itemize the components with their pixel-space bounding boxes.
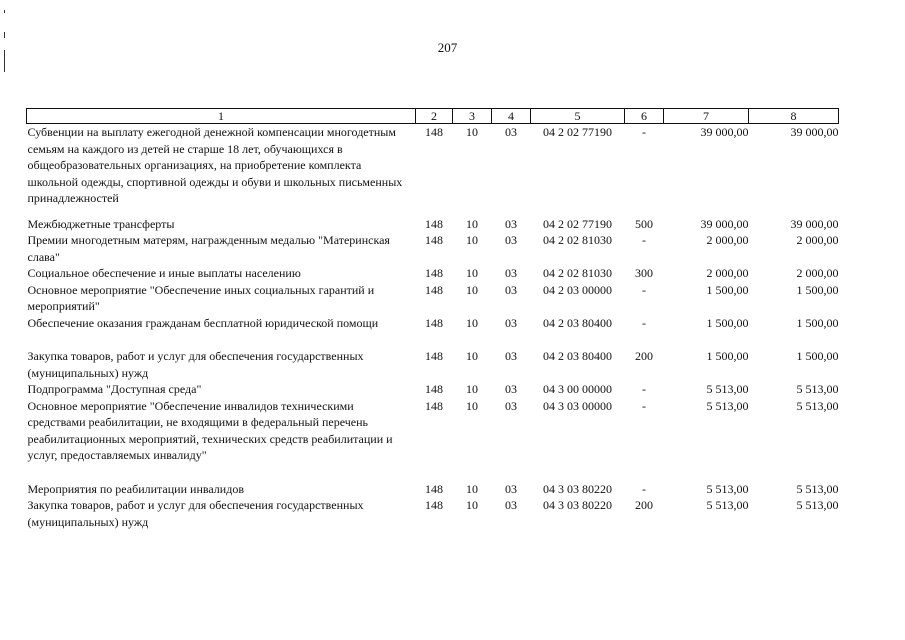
header-cell-6: 6 (625, 109, 664, 124)
header-cell-4: 4 (492, 109, 531, 124)
row-code-3: 10 (466, 266, 478, 280)
row-code-5: 04 2 03 80400 (543, 315, 612, 330)
row-amount-8: 5 513,00 (796, 382, 839, 396)
row-code-2: 148 (425, 315, 443, 330)
row-name: Основное мероприятие "Обеспечение иных социальных гарантий и мероприятий" (27, 282, 375, 313)
row-code-6: - (642, 233, 646, 247)
table-row (27, 381, 839, 398)
row-amount-8: 1 500,00 (796, 315, 839, 330)
row-code-4: 03 (505, 216, 517, 231)
row-name: Обеспечение оказания гражданам бесплатной юридической помощи (27, 315, 379, 330)
row-code-2: 148 (425, 216, 443, 231)
row-code-3: 10 (466, 216, 478, 231)
table-row (27, 282, 839, 315)
row-code-3: 10 (466, 398, 478, 413)
row-name: Премии многодетным матерям, награжденным медалью "Материнская слава" (27, 233, 390, 264)
row-amount-7: 5 513,00 (706, 481, 749, 496)
row-amount-8: 1 500,00 (796, 282, 839, 297)
row-amount-7: 5 513,00 (706, 398, 749, 413)
row-code-5: 04 3 03 00000 (543, 398, 612, 413)
row-code-3: 10 (466, 382, 478, 396)
row-code-6: - (642, 125, 646, 139)
row-amount-8: 5 513,00 (796, 498, 839, 512)
row-code-4: 03 (505, 398, 517, 413)
header-cell-8: 8 (749, 109, 839, 124)
row-name: Субвенции на выплату ежегодной денежной компенсации многодетным семьям на каждого из детей не старше 18 лет, обучающихся в общеобразовательных организациях, на приобретение комплекта школьной одежды, спортивной одежды и обуви и школьных письменных принадлежностей (27, 125, 403, 205)
row-code-3: 10 (466, 315, 478, 330)
row-code-2: 148 (425, 481, 443, 496)
row-amount-8: 2 000,00 (796, 233, 839, 247)
header-cell-2: 2 (416, 109, 453, 124)
row-code-6: - (642, 382, 646, 396)
header-cell-5: 5 (531, 109, 625, 124)
row-code-6: 200 (635, 349, 653, 363)
row-code-6: - (642, 282, 646, 297)
row-amount-7: 39 000,00 (700, 216, 749, 231)
row-code-6: - (642, 398, 646, 413)
budget-table (26, 108, 839, 530)
table-row (27, 124, 839, 216)
row-code-4: 03 (505, 266, 517, 280)
row-code-2: 148 (425, 349, 443, 363)
header-cell-3: 3 (453, 109, 492, 124)
row-code-3: 10 (466, 481, 478, 496)
row-code-5: 04 3 00 00000 (543, 382, 612, 396)
row-amount-7: 5 513,00 (706, 498, 749, 512)
row-amount-7: 2 000,00 (706, 233, 749, 247)
row-code-4: 03 (505, 349, 517, 363)
table-row (27, 265, 839, 282)
row-code-4: 03 (505, 481, 517, 496)
row-code-5: 04 2 02 77190 (543, 216, 612, 231)
row-name: Социальное обеспечение и иные выплаты населению (27, 266, 301, 280)
table-row (27, 232, 839, 265)
row-code-5: 04 2 03 00000 (543, 282, 612, 297)
row-code-4: 03 (505, 282, 517, 297)
row-code-3: 10 (466, 282, 478, 297)
row-name: Закупка товаров, работ и услуг для обеспечения государственных (муниципальных) нужд (27, 498, 364, 529)
table-row (27, 348, 839, 381)
header-cell-7: 7 (664, 109, 749, 124)
row-amount-7: 1 500,00 (706, 282, 749, 297)
row-code-6: - (642, 481, 646, 496)
row-amount-8: 39 000,00 (790, 216, 839, 231)
row-code-6: 300 (635, 266, 653, 280)
row-code-2: 148 (425, 266, 443, 280)
row-code-2: 148 (425, 382, 443, 396)
row-amount-8: 5 513,00 (796, 481, 839, 496)
row-amount-7: 39 000,00 (700, 125, 749, 139)
row-name: Основное мероприятие "Обеспечение инвалидов техническими средствами реабилитации, не входящими в федеральный перечень реабилитационных мероприятий, технических средств реабилитации и услуг, предоставляемых инвалиду" (27, 398, 393, 462)
table-row (27, 216, 839, 233)
table-row (27, 497, 839, 530)
row-amount-7: 1 500,00 (706, 349, 749, 363)
row-name: Мероприятия по реабилитации инвалидов (27, 481, 244, 496)
row-code-4: 03 (505, 233, 517, 247)
row-name: Межбюджетные трансферты (27, 216, 175, 231)
row-code-4: 03 (505, 498, 517, 512)
row-code-2: 148 (425, 233, 443, 247)
header-row (27, 109, 839, 124)
row-code-5: 04 3 03 80220 (543, 481, 612, 496)
row-amount-7: 1 500,00 (706, 315, 749, 330)
row-name: Закупка товаров, работ и услуг для обеспечения государственных (муниципальных) нужд (27, 349, 364, 380)
row-code-6: 200 (635, 498, 653, 512)
table-row (27, 315, 839, 349)
table-row (27, 481, 839, 498)
row-amount-8: 1 500,00 (796, 349, 839, 363)
header-cell-1: 1 (27, 109, 416, 124)
row-name: Подпрограмма "Доступная среда" (27, 382, 202, 396)
row-code-5: 04 3 03 80220 (543, 498, 612, 512)
row-code-4: 03 (505, 382, 517, 396)
row-code-2: 148 (425, 282, 443, 297)
row-code-5: 04 2 02 81030 (543, 233, 612, 247)
row-code-4: 03 (505, 125, 517, 139)
row-code-5: 04 2 03 80400 (543, 349, 612, 363)
row-code-6: 500 (635, 216, 653, 231)
row-amount-7: 5 513,00 (706, 382, 749, 396)
row-amount-8: 5 513,00 (796, 398, 839, 413)
row-code-2: 148 (425, 398, 443, 413)
page-number: 207 (437, 40, 458, 55)
row-code-3: 10 (466, 233, 478, 247)
row-code-3: 10 (466, 498, 478, 512)
row-amount-7: 2 000,00 (706, 266, 749, 280)
row-code-2: 148 (425, 498, 443, 512)
row-code-5: 04 2 02 77190 (543, 125, 612, 139)
row-amount-8: 2 000,00 (796, 266, 839, 280)
row-code-2: 148 (425, 125, 443, 139)
row-code-3: 10 (466, 125, 478, 139)
row-code-5: 04 2 02 81030 (543, 266, 612, 280)
row-code-6: - (642, 315, 646, 330)
row-amount-8: 39 000,00 (790, 125, 839, 139)
row-code-3: 10 (466, 349, 478, 363)
table-row (27, 398, 839, 481)
row-code-4: 03 (505, 315, 517, 330)
